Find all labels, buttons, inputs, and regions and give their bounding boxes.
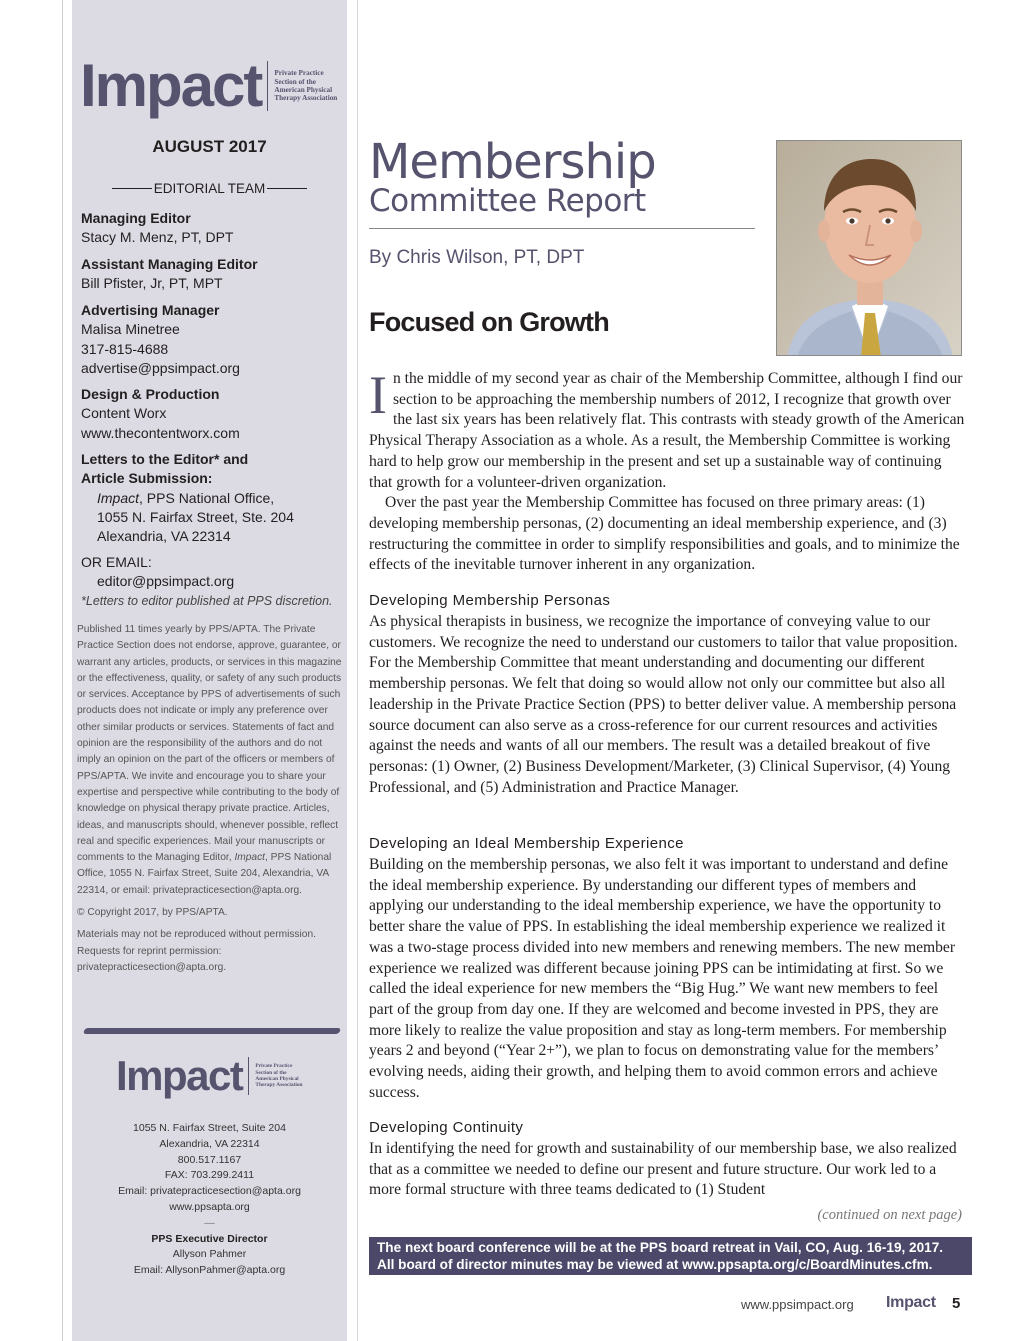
article-paragraph: In identifying the need for growth and sustainability of our membership base, we also realized that as a committee we needed to define our present and future structure. Our work led to a more formal structure with three teams dedicated to (1) Student — [369, 1140, 957, 1199]
board-notice-box — [369, 1237, 972, 1275]
notice-line: The next board conference will be at the PPS board retreat in Vail, CO, Aug. 16-19, 2017. — [377, 1240, 944, 1255]
impact-logo-small — [116, 1054, 311, 1098]
contact-email-link[interactable]: Email: privatepracticesection@apta.org — [118, 1185, 301, 1198]
editor-email-link[interactable]: advertise@ppsimpact.org — [81, 359, 240, 376]
publication-disclaimer — [77, 622, 345, 982]
article-title: Membership — [369, 134, 656, 190]
letters-submission — [81, 450, 343, 546]
section-heading: Focused on Growth — [369, 307, 609, 337]
logo-divider — [267, 61, 268, 111]
author-photo — [776, 140, 962, 356]
contact-address: 1055 N. Fairfax Street, Suite 204 — [133, 1122, 286, 1134]
logo-wordmark: Impact — [80, 52, 262, 119]
email-label: OR EMAIL: — [81, 554, 152, 570]
editor-role-cont: Article Submission: — [81, 470, 213, 487]
editor-role: Managing Editor — [81, 210, 191, 226]
editor-email-link[interactable]: editor@ppsimpact.org — [97, 573, 235, 590]
disclaimer-paragraph: Published 11 times yearly by PPS/APTA. The Private Practice Section does not endorse, approve, guarantee, or warrant any articles, products, or services in this magazine or the effectiveness, quality, or safety of any such products or services. Acceptance by PPS of advertisements of such products does not indicate or imply any preference over other similar products or services. Statements of fact and opinion are the responsibility of the authors and do not imply an opinion on the part of the officers or members of PPS/APTA. We invite and encourage you to share your expertise and perspective while contributing to the body of knowledge on physical therapy private practice. Articles, ideas, and manuscripts should, whenever possible, reflect real and specific experiences. Mail your manuscripts or comments to the Managing Editor, Impact, PPS National Office, 1055 N. Fairfax Street, Suite 204, Alexandria, VA 22314, or email: privatepracticesection@apta.org. — [77, 624, 342, 896]
office-line: Impact, PPS National Office, — [97, 489, 275, 506]
page-edge-rule — [62, 0, 63, 1341]
reprint-permission: Materials may not be reproduced without permission. Requests for reprint permission: privatepracticesection@apta.org. — [77, 929, 316, 973]
executive-director-title: PPS Executive Director — [151, 1232, 268, 1245]
issue-date: AUGUST 2017 — [152, 137, 267, 156]
editor-entry-design — [81, 385, 343, 443]
editor-website-link[interactable]: www.thecontentworx.com — [81, 424, 240, 441]
editor-name: Bill Pfister, Jr, PT, MPT — [81, 275, 223, 292]
brush-divider — [83, 1028, 341, 1034]
contact-separator: — — [204, 1216, 215, 1229]
continued-note: (continued on next page) — [817, 1207, 962, 1223]
editor-role: Design & Production — [81, 386, 220, 402]
column-divider — [357, 0, 358, 1341]
executive-director-name: Allyson Pahmer — [172, 1248, 247, 1261]
editor-entry-advertising — [81, 301, 343, 378]
drop-cap: I — [369, 365, 387, 425]
editor-phone: 317-815-4688 — [81, 340, 169, 357]
editor-role: Letters to the Editor* and — [81, 451, 249, 467]
article-byline: By Chris Wilson, PT, DPT — [369, 247, 585, 268]
subheading-personas: Developing Membership Personas — [369, 592, 611, 609]
page-number: 5 — [952, 1295, 961, 1312]
article-intro — [369, 365, 965, 576]
editor-entry-assistant — [81, 255, 343, 294]
editor-entry-managing — [81, 209, 343, 248]
article-subtitle: Committee Report — [369, 183, 646, 219]
contact-phone: 800.517.1167 — [177, 1153, 242, 1166]
article-paragraph: Over the past year the Membership Committee has focused on three primary areas: (1) developing membership personas, (2) documenting an ideal membership experience, and (3) restructuring the committee in order to simplify responsibilities and goals, and to minimize the effects of the inevitable turnover inherent in any organization. — [369, 494, 960, 574]
logo-divider — [248, 1057, 249, 1095]
contact-website-link[interactable]: www.ppsapta.org — [169, 1200, 250, 1213]
subheading-continuity: Developing Continuity — [369, 1119, 524, 1136]
contact-address: Alexandria, VA 22314 — [159, 1137, 260, 1150]
logo-tagline: Private Practice Section of the American Physical Therapy Association — [274, 69, 338, 103]
copyright-line: © Copyright 2017, by PPS/APTA. — [77, 907, 228, 919]
pps-contact-block — [72, 1121, 347, 1279]
address-line: 1055 N. Fairfax Street, Ste. 204 — [97, 508, 294, 525]
article-paragraph: Building on the membership personas, we also felt it was important to understand and define the ideal membership experience. By understanding our different types of members and applying our understanding to the ideal membership experience, we have the opportunity to better share the value of PPS. In establishing the ideal membership experience we realized it was a two-stage process divided into new members and renewing members. The new member experience we realized was different because joining PPS can be intimidating at first. So we called the ideal experience for new members the “Big Hug.” We want new members to feel part of the group from day one. If they are welcomed and become invested in PPS, they are more likely to realize the value proposition and stay as long-term members. For membership years 2 and beyond (“Year 2+”), we plan to focus on demonstrating value for the members’ evolving needs, aiding their growth, and helping them to avoid common errors and achieve success. — [369, 856, 956, 1101]
article-paragraph: As physical therapists in business, we recognize the importance of conveying value to our customers. We recognize the need to understand our customers to tailor that value proposition. For the Membership Committee that meant understanding and documenting our different membership personas. We felt that doing so would allow not only our committee but also all leadership in the Private Practice Section (PPS) to better deliver value. A membership persona source document can also serve as a cross-reference for our current resources and activities against the needs and wants of all our members. The result was a detailed breakout of five personas: (1) Owner, (2) Business Development/Marketer, (3) Clinical Supervisor, (4) Young Professional, and (5) Administration and Practice Manager. — [369, 613, 958, 796]
impact-logo — [80, 52, 348, 119]
title-rule — [369, 228, 755, 229]
notice-link-line[interactable]: All board of director minutes may be viewed at www.ppsapta.org/c/BoardMinutes.cfm. — [377, 1256, 933, 1272]
logo-tagline: Private Practice Section of the American Physical Therapy Association — [255, 1063, 303, 1089]
editorial-team-heading: EDITORIAL TEAM — [112, 181, 307, 196]
logo-wordmark: Impact — [116, 1052, 243, 1099]
letters-note: *Letters to editor published at PPS discretion. — [81, 593, 333, 608]
article-paragraph: n the middle of my second year as chair of the Membership Committee, although I find our section to be approaching the membership numbers of 2012, I recognize that growth over the last six years has been relatively flat. This contrasts with steady growth of the American Physical Therapy Association as a whole. As a result, the Membership Committee is working hard to help grow our membership in the present and set up a sustainable way of continuing that growth for a volunteer-driven organization. — [369, 370, 965, 491]
editor-role: Assistant Managing Editor — [81, 256, 258, 272]
editor-name: Content Worx — [81, 405, 167, 422]
editor-name: Malisa Minetree — [81, 321, 180, 338]
footer-url-link[interactable]: www.ppsimpact.org — [741, 1297, 854, 1312]
address-line: Alexandria, VA 22314 — [97, 528, 231, 545]
contact-fax: FAX: 703.299.2411 — [164, 1169, 255, 1182]
footer-brand: Impact — [886, 1294, 936, 1311]
subheading-experience: Developing an Ideal Membership Experience — [369, 835, 684, 852]
executive-director-email-link[interactable]: Email: AllysonPahmer@apta.org — [133, 1264, 286, 1277]
email-submission — [81, 553, 343, 611]
editor-name: Stacy M. Menz, PT, DPT — [81, 229, 234, 246]
editor-role: Advertising Manager — [81, 302, 220, 318]
